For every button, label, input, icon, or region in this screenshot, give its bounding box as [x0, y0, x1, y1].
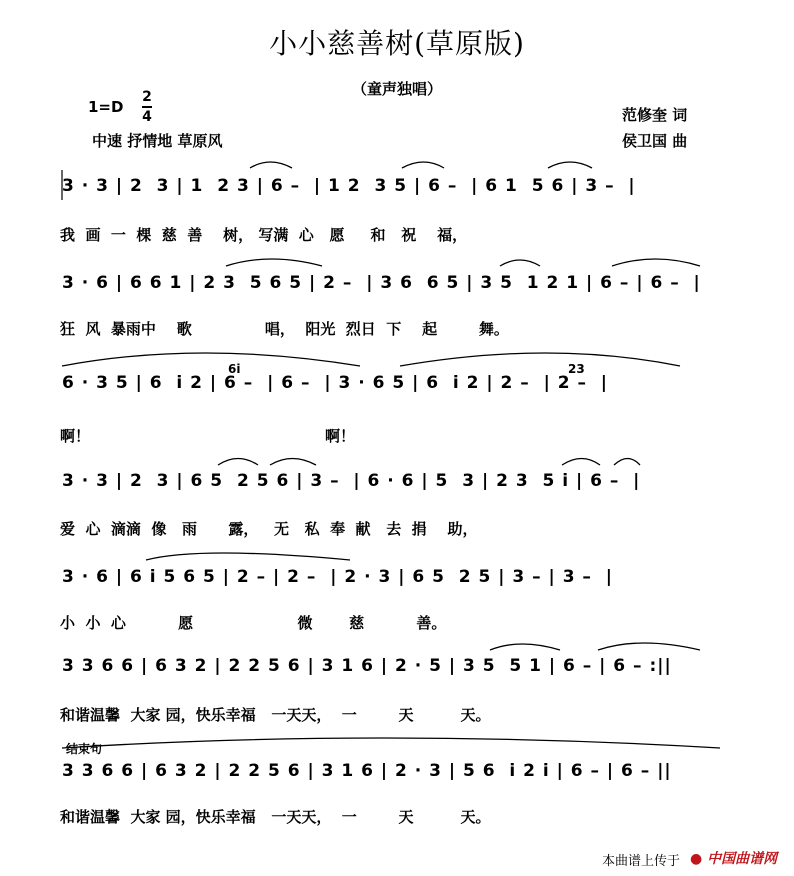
- slur: [62, 738, 720, 748]
- score-row: 3 · 3 | 2 3 | 6 5 2 5 6 | 3 – | 6 · 6 | 5 3 | 2 3 5 i | 6 – |: [62, 471, 641, 491]
- score-row: 6 · 3 5 | 6 i 2 | 6 – | 6 – | 3 · 6 5 | 6 i 2 | 2 – | 2 – |: [62, 373, 608, 393]
- lyricist: 范修奎 词: [622, 106, 688, 124]
- lyric-row: 我 画 一 棵 慈 善 树， 写满 心 愿 和 祝 福，: [60, 226, 468, 244]
- slur: [226, 259, 322, 266]
- score-row: 3 · 6 | 6 i 5 6 5 | 2 – | 2 – | 2 · 3 | 6 5 2 5 | 3 – | 3 – |: [62, 567, 613, 587]
- lyric-row: 啊！ 啊！: [60, 427, 355, 445]
- slur: [562, 459, 600, 466]
- slur: [548, 162, 592, 168]
- slur: [146, 553, 350, 560]
- subtitle: （童声独唱）: [351, 80, 442, 98]
- page-title: 小小慈善树(草原版): [269, 27, 525, 60]
- lyric-row: 小 小 心 愿 微 慈 善。: [60, 614, 447, 632]
- slur: [612, 259, 700, 266]
- time-sig-bottom: 4: [142, 109, 152, 125]
- lyric-row: 和谐温馨 大家 园，快乐幸福 一天天， 一 天 天。: [60, 808, 491, 826]
- lyric-row: 和谐温馨 大家 园，快乐幸福 一天天， 一 天 天。: [60, 706, 491, 724]
- tempo-marking: 中速 抒情地 草原风: [92, 132, 223, 150]
- composer: 侯卫国 曲: [622, 132, 688, 150]
- score-row: 3 · 6 | 6 6 1 | 2 3 5 6 5 | 2 – | 3 6 6 5 | 3 5 1 2 1 | 6 – | 6 – |: [62, 273, 701, 293]
- slur: [400, 353, 680, 366]
- ending-label: 结束句: [66, 742, 103, 756]
- slur: [62, 353, 360, 366]
- slur: [218, 459, 258, 466]
- time-sig-top: 2: [142, 89, 152, 105]
- slur: [250, 162, 292, 168]
- score-row: 3 3 6 6 | 6 3 2 | 2 2 5 6 | 3 1 6 | 2 · 3 | 5 6 i 2 i | 6 – | 6 – ||: [62, 761, 672, 781]
- score-row: 3 · 3 | 2 3 | 1 2 3 | 6 – | 1 2 3 5 | 6 – | 6 1 5 6 | 3 – |: [62, 176, 636, 196]
- footer-uploaded-text: 本曲谱上传于: [602, 854, 681, 869]
- logo-icon: ●: [690, 851, 703, 867]
- slur: [270, 459, 316, 466]
- site-logo: [690, 848, 777, 868]
- lyric-row: 爱 心 滴滴 像 雨 露， 无 私 奉 献 去 捐 助，: [60, 520, 478, 538]
- slur: [614, 459, 640, 466]
- slur: [500, 260, 540, 266]
- grace-note: 6i: [228, 362, 241, 376]
- slur: [402, 162, 444, 168]
- slur: [490, 644, 560, 650]
- lyric-row: 狂 风 暴雨中 歌 唱， 阳光 烈日 下 起 舞。: [60, 320, 509, 338]
- slur: [598, 643, 700, 650]
- key-text: 1=D: [88, 98, 124, 116]
- score-row: 3 3 6 6 | 6 3 2 | 2 2 5 6 | 3 1 6 | 2 · 5 | 3 5 5 1 | 6 – | 6 – :||: [62, 656, 672, 676]
- logo-text: 中国曲谱网: [707, 851, 778, 867]
- grace-note: 23: [568, 362, 585, 376]
